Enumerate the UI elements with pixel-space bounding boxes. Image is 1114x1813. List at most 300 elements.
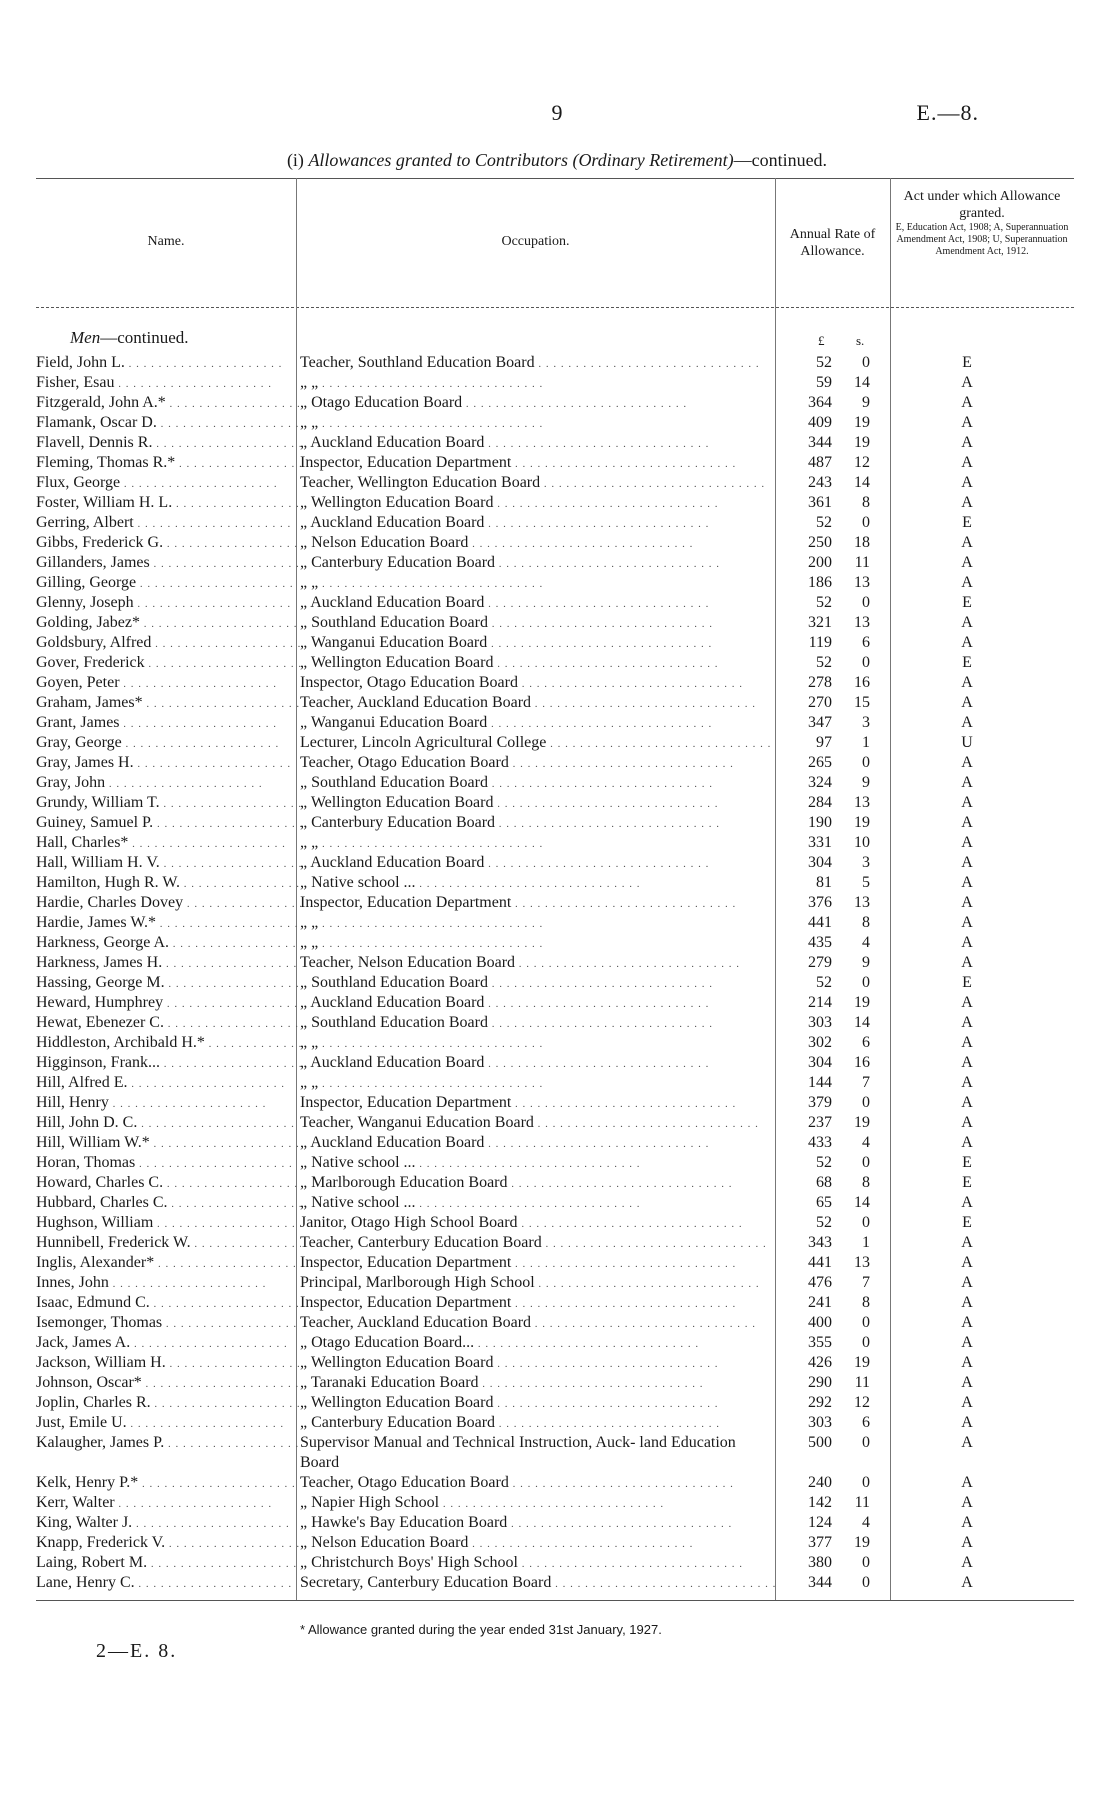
table-row xyxy=(0,553,1114,573)
shillings-cell: 9 xyxy=(862,774,870,791)
name-cell: Higginson, Frank... . . . xyxy=(36,1053,301,1074)
act-cell: A xyxy=(961,1534,973,1551)
act-cell: A xyxy=(961,554,973,571)
pounds-cell: 331 xyxy=(808,834,832,851)
shillings-cell: 0 xyxy=(862,594,870,611)
table-row xyxy=(0,833,1114,853)
occupation-cell: „ Napier High School . . . xyxy=(300,1493,775,1514)
table-row xyxy=(0,413,1114,433)
pounds-cell: 347 xyxy=(808,714,832,731)
name-cell: Fisher, Esau . . . xyxy=(36,373,301,394)
act-cell: A xyxy=(961,754,973,771)
pounds-cell: 292 xyxy=(808,1394,832,1411)
pounds-cell: 52 xyxy=(816,514,832,531)
name-cell: Field, John L. . . . xyxy=(36,353,301,374)
title-suffix: —continued. xyxy=(733,150,828,170)
pounds-cell: 500 xyxy=(808,1434,832,1451)
pounds-cell: 241 xyxy=(808,1294,832,1311)
shillings-cell: 11 xyxy=(854,554,870,571)
occupation-cell: „ Wellington Education Board . . . xyxy=(300,1353,775,1374)
act-cell: E xyxy=(962,594,972,611)
occupation-cell: „ „ . . . xyxy=(300,833,775,854)
shillings-cell: 9 xyxy=(862,394,870,411)
pounds-cell: 124 xyxy=(808,1514,832,1531)
name-cell: Laing, Robert M. . . . xyxy=(36,1553,301,1574)
shillings-cell: 6 xyxy=(862,1034,870,1051)
occupation-cell: Principal, Marlborough High School . . . xyxy=(300,1273,775,1294)
pounds-cell: 435 xyxy=(808,934,832,951)
shillings-cell: 3 xyxy=(862,854,870,871)
table-row xyxy=(0,1053,1114,1073)
name-cell: Harkness, James H. . . . xyxy=(36,953,301,974)
act-cell: A xyxy=(961,574,973,591)
act-cell: A xyxy=(961,674,973,691)
shillings-cell: 0 xyxy=(862,754,870,771)
pounds-cell: 344 xyxy=(808,1574,832,1591)
occupation-cell: Teacher, Otago Education Board . . . xyxy=(300,1473,775,1494)
table-row xyxy=(0,1013,1114,1033)
header-act-title: Act under which Allowance granted. xyxy=(903,189,1061,221)
act-cell: U xyxy=(961,734,973,751)
header-annual-rate: Annual Rate of Allowance. xyxy=(789,227,876,259)
occupation-cell: „ Canterbury Education Board . . . xyxy=(300,1413,775,1434)
name-cell: Flux, George . . . xyxy=(36,473,301,494)
act-cell: A xyxy=(961,1434,973,1451)
table-row xyxy=(0,913,1114,933)
name-cell: Hill, John D. C. . . . xyxy=(36,1113,301,1134)
act-cell: A xyxy=(961,614,973,631)
table-row xyxy=(0,1093,1114,1113)
pounds-cell: 355 xyxy=(808,1334,832,1351)
shillings-cell: 11 xyxy=(854,1494,870,1511)
name-cell: Grant, James . . . xyxy=(36,713,301,734)
pounds-cell: 144 xyxy=(808,1074,832,1091)
pounds-cell: 426 xyxy=(808,1354,832,1371)
pounds-cell: 380 xyxy=(808,1554,832,1571)
name-cell: Isemonger, Thomas . . . xyxy=(36,1313,301,1334)
table-row xyxy=(0,733,1114,753)
name-cell: Goldsbury, Alfred . . . xyxy=(36,633,301,654)
table-row xyxy=(0,1553,1114,1573)
act-cell: E xyxy=(962,654,972,671)
act-cell: A xyxy=(961,474,973,491)
shillings-cell: 12 xyxy=(854,454,870,471)
table-row xyxy=(0,1293,1114,1313)
act-cell: E xyxy=(962,1174,972,1191)
name-cell: Gibbs, Frederick G. . . . xyxy=(36,533,301,554)
pounds-cell: 142 xyxy=(808,1494,832,1511)
act-cell: A xyxy=(961,1074,973,1091)
name-cell: Hardie, James W.* . . . xyxy=(36,913,301,934)
occupation-cell: „ Auckland Education Board . . . xyxy=(300,1053,775,1074)
table-row xyxy=(0,473,1114,493)
shillings-cell: 10 xyxy=(854,834,870,851)
name-cell: Kerr, Walter . . . xyxy=(36,1493,301,1514)
header-bottom-rule xyxy=(36,307,1074,308)
act-cell: A xyxy=(961,1294,973,1311)
act-cell: A xyxy=(961,954,973,971)
table-row xyxy=(0,633,1114,653)
pounds-cell: 243 xyxy=(808,474,832,491)
table-row xyxy=(0,1393,1114,1413)
pounds-cell: 270 xyxy=(808,694,832,711)
occupation-cell: „ Auckland Education Board . . . xyxy=(300,593,775,614)
act-cell: A xyxy=(961,534,973,551)
name-cell: Hall, Charles* . . . xyxy=(36,833,301,854)
shillings-cell: 6 xyxy=(862,634,870,651)
table-row xyxy=(0,593,1114,613)
name-cell: Gerring, Albert . . . xyxy=(36,513,301,534)
act-cell: A xyxy=(961,434,973,451)
name-cell: Harkness, George A. . . . xyxy=(36,933,301,954)
occupation-cell: „ „ . . . xyxy=(300,1073,775,1094)
act-cell: A xyxy=(961,1314,973,1331)
act-cell: A xyxy=(961,814,973,831)
pounds-cell: 97 xyxy=(816,734,832,751)
shillings-cell: 0 xyxy=(862,974,870,991)
occupation-cell: „ Nelson Education Board . . . xyxy=(300,1533,775,1554)
pounds-cell: 441 xyxy=(808,914,832,931)
shillings-cell: 0 xyxy=(862,654,870,671)
table-row xyxy=(0,1213,1114,1233)
occupation-cell: „ Wellington Education Board . . . xyxy=(300,1393,775,1414)
act-cell: E xyxy=(962,354,972,371)
shillings-cell: 0 xyxy=(862,1154,870,1171)
table-row xyxy=(0,873,1114,893)
pounds-cell: 52 xyxy=(816,974,832,991)
section-label xyxy=(70,328,189,348)
name-cell: Guiney, Samuel P. . . . xyxy=(36,813,301,834)
occupation-cell: Supervisor Manual and Technical Instruction, Auck- land Education Board xyxy=(300,1434,736,1471)
occupation-cell: „ Auckland Education Board . . . xyxy=(300,513,775,534)
table-row xyxy=(0,1473,1114,1493)
title-prefix: (i) xyxy=(286,150,309,170)
name-cell: Gillanders, James . . . xyxy=(36,553,301,574)
name-cell: Gray, James H. . . . xyxy=(36,753,301,774)
shillings-cell: 8 xyxy=(862,1174,870,1191)
table-row xyxy=(0,1133,1114,1153)
name-cell: Horan, Thomas . . . xyxy=(36,1153,301,1174)
table-bottom-rule xyxy=(36,1600,1074,1601)
occupation-cell: „ Otago Education Board . . . xyxy=(300,393,775,414)
table-row xyxy=(0,1153,1114,1173)
shillings-cell: 14 xyxy=(854,374,870,391)
act-cell: A xyxy=(961,874,973,891)
table-row xyxy=(0,493,1114,513)
shillings-cell: 0 xyxy=(862,1094,870,1111)
name-cell: Hiddleston, Archibald H.* . . . xyxy=(36,1033,301,1054)
occupation-cell: „ „ . . . xyxy=(300,913,775,934)
shillings-cell: 14 xyxy=(854,1014,870,1031)
occupation-cell: „ Auckland Education Board . . . xyxy=(300,1133,775,1154)
pounds-cell: 377 xyxy=(808,1534,832,1551)
act-cell: A xyxy=(961,934,973,951)
act-cell: A xyxy=(961,1234,973,1251)
occupation-cell: „ Hawke's Bay Education Board . . . xyxy=(300,1513,775,1534)
shillings-cell: 8 xyxy=(862,494,870,511)
name-cell: Just, Emile U. . . . xyxy=(36,1413,301,1434)
occupation-cell: „ Canterbury Education Board . . . xyxy=(300,553,775,574)
name-cell: Hill, Alfred E. . . . xyxy=(36,1073,301,1094)
pounds-cell: 344 xyxy=(808,434,832,451)
occupation-cell: „ Canterbury Education Board . . . xyxy=(300,813,775,834)
shillings-cell: 4 xyxy=(862,1134,870,1151)
pounds-cell: 250 xyxy=(808,534,832,551)
table-row xyxy=(0,453,1114,473)
occupation-cell: „ „ . . . xyxy=(300,413,775,434)
name-cell: Gray, George . . . xyxy=(36,733,301,754)
pounds-cell: 409 xyxy=(808,414,832,431)
shillings-cell: 19 xyxy=(854,1114,870,1131)
occupation-cell: Lecturer, Lincoln Agricultural College . . . xyxy=(300,733,775,754)
table-row xyxy=(0,1513,1114,1533)
header-act xyxy=(892,188,1072,258)
shillings-cell: 0 xyxy=(862,1314,870,1331)
shillings-cell: 0 xyxy=(862,1554,870,1571)
pounds-cell: 302 xyxy=(808,1034,832,1051)
table-row xyxy=(0,1313,1114,1333)
table-row xyxy=(0,573,1114,593)
pounds-cell: 304 xyxy=(808,854,832,871)
occupation-cell: „ Southland Education Board . . . xyxy=(300,613,775,634)
name-cell: Goyen, Peter . . . xyxy=(36,673,301,694)
occupation-cell: Inspector, Education Department . . . xyxy=(300,1293,775,1314)
table-row xyxy=(0,853,1114,873)
occupation-cell: „ Native school ... . . . xyxy=(300,1153,775,1174)
shillings-cell: 0 xyxy=(862,514,870,531)
act-cell: A xyxy=(961,1134,973,1151)
act-cell: A xyxy=(961,1374,973,1391)
occupation-cell: Teacher, Nelson Education Board . . . xyxy=(300,953,775,974)
occupation-cell: „ Wellington Education Board . . . xyxy=(300,493,775,514)
shillings-cell: 19 xyxy=(854,414,870,431)
table-row xyxy=(0,1493,1114,1513)
occupation-cell: „ Christchurch Boys' High School . . . xyxy=(300,1553,775,1574)
occupation-cell: „ Southland Education Board . . . xyxy=(300,773,775,794)
pounds-cell: 59 xyxy=(816,374,832,391)
occupation-cell: „ Marlborough Education Board . . . xyxy=(300,1173,775,1194)
shillings-cell: 15 xyxy=(854,694,870,711)
pounds-cell: 186 xyxy=(808,574,832,591)
pounds-cell: 190 xyxy=(808,814,832,831)
act-cell: A xyxy=(961,1574,973,1591)
shillings-cell: 3 xyxy=(862,714,870,731)
act-cell: A xyxy=(961,1514,973,1531)
shillings-cell: 16 xyxy=(854,674,870,691)
pounds-cell: 379 xyxy=(808,1094,832,1111)
act-cell: A xyxy=(961,394,973,411)
shillings-cell: 7 xyxy=(862,1274,870,1291)
occupation-cell: Teacher, Southland Education Board . . . xyxy=(300,353,775,374)
shillings-cell: 16 xyxy=(854,1054,870,1071)
shillings-cell: 19 xyxy=(854,1534,870,1551)
name-cell: Hardie, Charles Dovey . . . xyxy=(36,893,301,914)
table-row xyxy=(0,713,1114,733)
pounds-cell: 290 xyxy=(808,1374,832,1391)
name-cell: Fitzgerald, John A.* . . . xyxy=(36,393,301,414)
shillings-cell: 8 xyxy=(862,914,870,931)
table-row xyxy=(0,373,1114,393)
table-row xyxy=(0,1033,1114,1053)
shillings-cell: 19 xyxy=(854,434,870,451)
table-row xyxy=(0,953,1114,973)
name-cell: Hughson, William . . . xyxy=(36,1213,301,1234)
act-cell: E xyxy=(962,1214,972,1231)
shillings-cell: 13 xyxy=(854,614,870,631)
table-row xyxy=(0,813,1114,833)
shillings-cell: 0 xyxy=(862,1434,870,1451)
shillings-cell: 13 xyxy=(854,574,870,591)
name-cell: Heward, Humphrey . . . xyxy=(36,993,301,1014)
pounds-cell: 68 xyxy=(816,1174,832,1191)
name-cell: Lane, Henry C. . . . xyxy=(36,1573,301,1594)
act-cell: E xyxy=(962,1154,972,1171)
table-row xyxy=(0,353,1114,373)
pounds-cell: 81 xyxy=(816,874,832,891)
name-cell: Foster, William H. L. . . . xyxy=(36,493,301,514)
occupation-cell: „ Native school ... . . . xyxy=(300,873,775,894)
shillings-cell: 13 xyxy=(854,1254,870,1271)
shillings-cell: 1 xyxy=(862,1234,870,1251)
act-cell: A xyxy=(961,694,973,711)
occupation-cell: „ Wellington Education Board . . . xyxy=(300,793,775,814)
pounds-cell: 303 xyxy=(808,1014,832,1031)
name-cell: Hunnibell, Frederick W. . . . xyxy=(36,1233,301,1254)
table-row xyxy=(0,973,1114,993)
table-row xyxy=(0,933,1114,953)
name-cell: Joplin, Charles R. . . . xyxy=(36,1393,301,1414)
name-cell: Flavell, Dennis R. . . . xyxy=(36,433,301,454)
pounds-cell: 303 xyxy=(808,1414,832,1431)
act-cell: A xyxy=(961,1254,973,1271)
table-row xyxy=(0,673,1114,693)
shillings-cell: 0 xyxy=(862,1214,870,1231)
occupation-cell: „ „ . . . xyxy=(300,573,775,594)
header-act-legend: E, Education Act, 1908; A, Superannuation Amendment Act, 1908; U, Superannuation Amendment Act, 1912. xyxy=(895,222,1069,257)
occupation-cell: „ Southland Education Board . . . xyxy=(300,973,775,994)
name-cell: Golding, Jabez* . . . xyxy=(36,613,301,634)
table-row xyxy=(0,1573,1114,1593)
act-cell: A xyxy=(961,374,973,391)
act-cell: A xyxy=(961,794,973,811)
act-cell: A xyxy=(961,454,973,471)
name-cell: Gray, John . . . xyxy=(36,773,301,794)
act-cell: A xyxy=(961,1494,973,1511)
shillings-cell: 4 xyxy=(862,1514,870,1531)
occupation-cell: Inspector, Otago Education Board . . . xyxy=(300,673,775,694)
act-cell: A xyxy=(961,1394,973,1411)
page-number: 9 xyxy=(551,100,563,125)
name-cell: Inglis, Alexander* . . . xyxy=(36,1253,301,1274)
act-cell: A xyxy=(961,1474,973,1491)
table-row xyxy=(0,693,1114,713)
shillings-cell: 8 xyxy=(862,1294,870,1311)
header-name: Name. xyxy=(147,234,185,249)
name-cell: Glenny, Joseph . . . xyxy=(36,593,301,614)
act-cell: A xyxy=(961,834,973,851)
name-cell: Gover, Frederick . . . xyxy=(36,653,301,674)
name-cell: Kalaugher, James P. . . . xyxy=(36,1433,301,1454)
shillings-cell: 0 xyxy=(862,354,870,371)
pounds-cell: 52 xyxy=(816,594,832,611)
name-cell: King, Walter J. . . . xyxy=(36,1513,301,1534)
act-cell: A xyxy=(961,1034,973,1051)
occupation-cell: Janitor, Otago High School Board . . . xyxy=(300,1213,775,1234)
pounds-cell: 304 xyxy=(808,1054,832,1071)
occupation-cell: Teacher, Auckland Education Board . . . xyxy=(300,1313,775,1334)
name-cell: Johnson, Oscar* . . . xyxy=(36,1373,301,1394)
table-row xyxy=(0,533,1114,553)
name-cell: Hill, William W.* . . . xyxy=(36,1133,301,1154)
name-cell: Hill, Henry . . . xyxy=(36,1093,301,1114)
occupation-cell: „ Taranaki Education Board . . . xyxy=(300,1373,775,1394)
pounds-cell: 65 xyxy=(816,1194,832,1211)
shillings-cell: 6 xyxy=(862,1414,870,1431)
table-row xyxy=(0,753,1114,773)
shillings-cell: 1 xyxy=(862,734,870,751)
table-row xyxy=(0,393,1114,413)
shillings-cell: 11 xyxy=(854,1374,870,1391)
occupation-cell: „ „ . . . xyxy=(300,933,775,954)
shillings-cell: 4 xyxy=(862,934,870,951)
act-cell: A xyxy=(961,1274,973,1291)
shillings-cell: 18 xyxy=(854,534,870,551)
pounds-cell: 441 xyxy=(808,1254,832,1271)
name-cell: Grundy, William T. . . . xyxy=(36,793,301,814)
act-cell: A xyxy=(961,1194,973,1211)
pounds-cell: 237 xyxy=(808,1114,832,1131)
table-row xyxy=(0,1113,1114,1133)
table-row xyxy=(0,1273,1114,1293)
pounds-cell: 324 xyxy=(808,774,832,791)
table-row xyxy=(0,773,1114,793)
pounds-cell: 279 xyxy=(808,954,832,971)
section-label-italic: Men xyxy=(70,328,101,347)
table-row xyxy=(0,793,1114,813)
table-row xyxy=(0,1433,1114,1473)
pounds-cell: 487 xyxy=(808,454,832,471)
name-cell: Graham, James* . . . xyxy=(36,693,301,714)
pounds-cell: 52 xyxy=(816,1214,832,1231)
occupation-cell: „ Auckland Education Board . . . xyxy=(300,853,775,874)
act-cell: A xyxy=(961,1554,973,1571)
table-row xyxy=(0,993,1114,1013)
occupation-cell: „ „ . . . xyxy=(300,1033,775,1054)
table-row xyxy=(0,893,1114,913)
pounds-cell: 361 xyxy=(808,494,832,511)
shillings-cell: 0 xyxy=(862,1574,870,1591)
pounds-cell: 52 xyxy=(816,354,832,371)
shillings-cell: 0 xyxy=(862,1474,870,1491)
occupation-cell: Teacher, Auckland Education Board . . . xyxy=(300,693,775,714)
occupation-cell: „ Auckland Education Board . . . xyxy=(300,993,775,1014)
header-top-rule xyxy=(36,178,1074,179)
occupation-cell: „ Wanganui Education Board . . . xyxy=(300,713,775,734)
shillings-cell: 14 xyxy=(854,1194,870,1211)
name-cell: Flamank, Oscar D. . . . xyxy=(36,413,301,434)
act-cell: E xyxy=(962,974,972,991)
occupation-cell: Teacher, Wellington Education Board . . . xyxy=(300,473,775,494)
act-cell: A xyxy=(961,714,973,731)
pounds-cell: 476 xyxy=(808,1274,832,1291)
occupation-cell: Teacher, Wanganui Education Board . . . xyxy=(300,1113,775,1134)
name-cell: Hall, William H. V. . . . xyxy=(36,853,301,874)
shillings-cell: 5 xyxy=(862,874,870,891)
act-cell: A xyxy=(961,854,973,871)
shillings-cell: 14 xyxy=(854,474,870,491)
pounds-cell: 278 xyxy=(808,674,832,691)
occupation-cell: „ Southland Education Board . . . xyxy=(300,1013,775,1034)
